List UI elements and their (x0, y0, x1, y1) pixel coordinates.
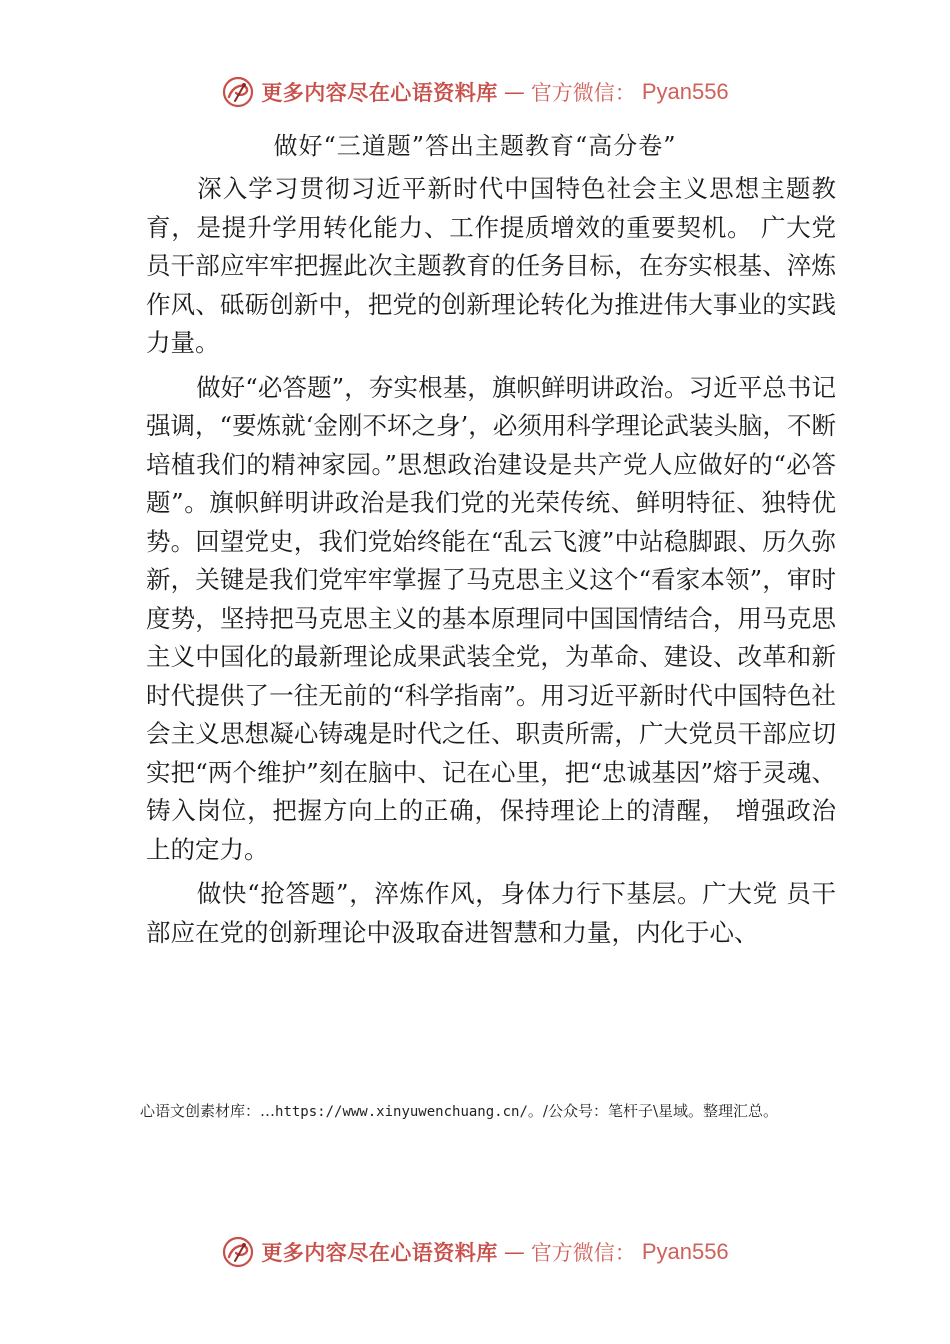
watermark-wechat-label: 官方微信： (530, 81, 636, 105)
paragraph-must-answer (146, 369, 836, 870)
paragraph-text: 做快“抢答题”，淬炼作风，身体力行下基层。广大党 员干部应在党的创新理论中汲取奋进智慧和力量，内化于心、 (146, 879, 836, 947)
paragraph-quick-answer (146, 875, 836, 952)
document-title: 做好“三道题”答出主题教育“高分卷” (273, 132, 677, 160)
paragraph-text: 做好“必答题”，夯实根基，旗帜鲜明讲政治。习近平总书记强调，“要炼就‘金刚不坏之身’，必须用科学理论武装头脑，不断培植我们的精神家园。”思想政治建设是共产党人应做好的“必答题”。旗帜鲜明讲政治是我们党的光荣传统、鲜明特征、独特优势。回望党史，我们党始终能在“乱云飞渡”中站稳脚跟、历久弥新，关键是我们党牢牢掌握了马克思主义这个“看家本领”，审时度势，坚持把马克思主义的基本原理同中国国情结合，用马克思主义中国化的最新理论成果武装全党，为革命、建设、改革和新时代提供了一往无前的“科学指南”。用习近平新时代中国特色社会主义思想凝心铸魂是时代之任、职责所需，广大党员干部应切实把“两个维护”刻在脑中、记在心里，把“忠诚基因”熔于灵魂、铸入岗位，把握方向上的正确，保持理论上的清醒， 增强政治上的定力。 (146, 372, 836, 864)
page-footer (140, 1100, 930, 1121)
watermark-footer (0, 1232, 950, 1272)
watermark-text: 更多内容尽在心语资料库 (261, 81, 498, 105)
watermark-header (0, 72, 950, 112)
paragraph-intro (146, 170, 836, 363)
watermark-wechat-label: 官方微信： (530, 1241, 636, 1265)
watermark-wechat-id: Pyan556 (641, 79, 729, 104)
footer-suffix: 。/公众号：笔杆子\星域。整理汇总。 (527, 1102, 778, 1120)
swirl-logo-icon (221, 75, 255, 109)
footer-url: https://www.xinyuwenchuang.cn/ (275, 1104, 528, 1120)
swirl-logo-icon (221, 1235, 255, 1269)
document-body (146, 170, 836, 958)
watermark-separator: — (503, 80, 525, 104)
watermark-separator: — (503, 1240, 525, 1264)
footer-prefix: 心语文创素材库：… (140, 1102, 276, 1120)
watermark-wechat-id: Pyan556 (641, 1239, 729, 1264)
paragraph-text: 深入学习贯彻习近平新时代中国特色社会主义思想主题教育，是提升学用转化能力、工作提质增效的重要契机。 广大党员干部应牢牢把握此次主题教育的任务目标，在夯实根基、淬炼作风、砥砺创新中，把党的创新理论转化为推进伟大事业的实践力量。 (146, 174, 836, 357)
watermark-text: 更多内容尽在心语资料库 (261, 1241, 498, 1265)
